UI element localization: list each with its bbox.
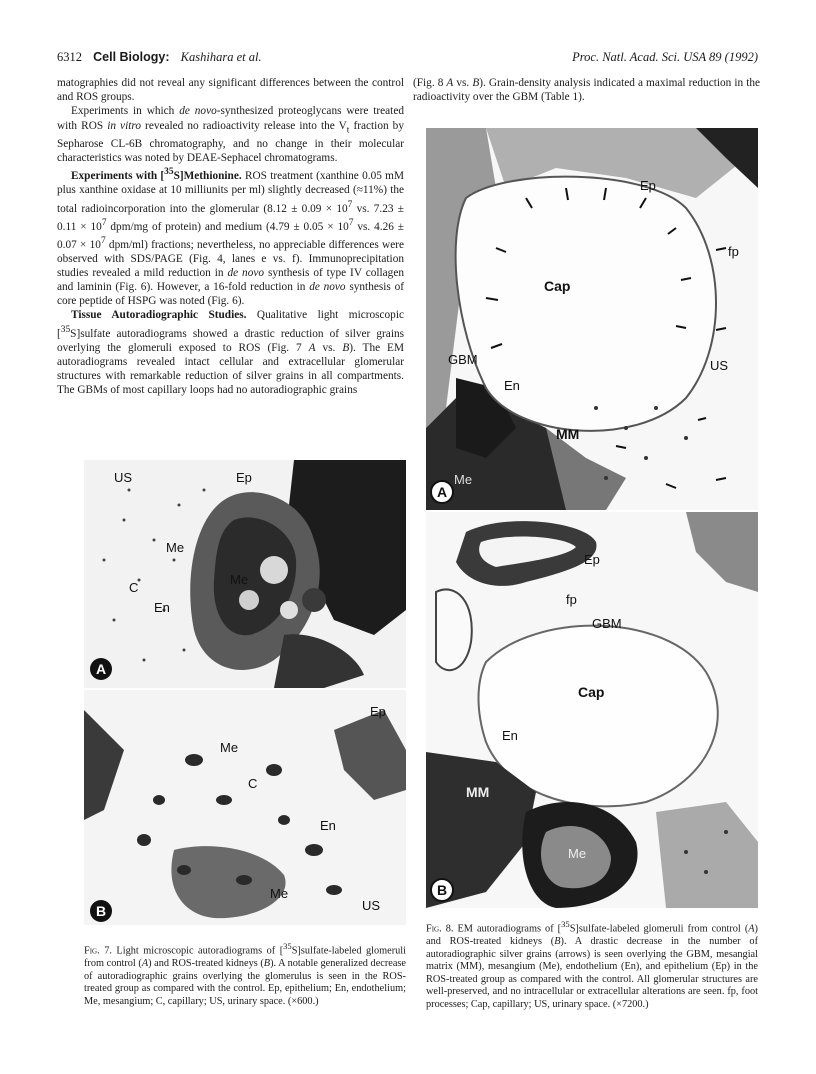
fig8a-label-fp: fp: [728, 244, 739, 259]
figure-8a-micrograph: [426, 128, 758, 510]
fig8a-label-gbm: GBM: [448, 352, 478, 367]
figure-8b-micrograph: [426, 512, 758, 908]
figure-7b-micrograph: [84, 690, 406, 925]
fig7b-label-us: US: [362, 898, 381, 913]
paragraph-1: matographies did not reveal any significant differences between the control and ROS groups.: [57, 77, 404, 104]
fig8a-label-mm: MM: [556, 426, 580, 442]
section-heading-autoradiographic: Tissue Autoradiographic Studies.: [71, 309, 247, 322]
fig7a-label-us: US: [114, 470, 133, 485]
fig7b-label-c: C: [248, 776, 258, 791]
figure-7-caption: Fig. 7. Light microscopic autoradiograms of [$^{35}$S]sulfate-labeled glomeruli from control (A) and ROS-treated kidneys (B). A notable generalized decrease of autoradiographic grains overlying the glomerulus is seen in the ROS-treated group as compared with the control. Ep, epithelium; En, endothelium; Me, mesangium; C, capillary; US, urinary space. (×600.): [84, 941, 407, 1007]
figure-8-panel-a: [426, 128, 758, 510]
fig7b-label-me: Me: [220, 740, 239, 755]
fig8b-label-ep: Ep: [584, 552, 600, 567]
fig8a-label-us: US: [710, 358, 729, 373]
fig7a-label-en: En: [154, 600, 170, 615]
running-header-left: [57, 50, 262, 65]
fig8b-label-gbm: GBM: [592, 616, 622, 631]
fig7a-label-c: C: [129, 580, 139, 595]
section-heading-methionine: Experiments with [$^{35}$S]Methionine.: [71, 167, 242, 183]
figure-8-caption: Fig. 8. EM autoradiograms of [$^{35}$S]sulfate-labeled glomeruli from control (A) and ROS-treated kidneys (B). A drastic decrease in the number of autoradiographic silver grains (arrows) is seen overlying the GBM, mesangial matrix (MM), mesangium (Me), endothelium (En), and epithelium (Ep) in the ROS-treated group as compared with the control. All glomerular structures are well-preserved, and no intracellular or extracellular alterations are seen. fp, foot processes; Cap, capillary; US, urinary space. (×7200.): [426, 919, 758, 1010]
fig7-panel-a-marker: A: [90, 658, 112, 680]
fig7b-label-en: En: [320, 818, 336, 833]
fig8a-label-en: En: [504, 378, 520, 393]
fig8a-label-ep: Ep: [640, 178, 656, 193]
fig8-panel-a-marker: A: [430, 480, 454, 504]
journal-section: Cell Biology:: [93, 50, 170, 64]
fig8b-label-en: En: [502, 728, 518, 743]
fig8b-label-mm: MM: [466, 784, 490, 800]
fig8b-label-fp: fp: [566, 592, 577, 607]
fig7a-label-ep: Ep: [236, 470, 252, 485]
authors: Kashihara et al.: [180, 50, 262, 64]
paragraph-3: Experiments with [$^{35}$S]Methionine. ROS treatment (xanthine 0.05 mM plus xanthine oxidase at 10 milliunits per ml) slightly decreased (≈11%) the total radioincorporation into the glomerular ($8.12 \pm 0.09 \times 10^7$ vs. $7.23 \pm 0.11 \times 10^7$ dpm/mg of protein) and medium ($4.79 \pm 0.05 \times 10^7$ vs. $4.26 \pm 0.07 \times 10^7$ dpm/ml) fractions; nevertheless, no appreciable differences were observed with SDS/PAGE (Fig. 4, lanes e vs. f). Immunoprecipitation studies revealed a mild reduction in de novo synthesis of type IV collagen and laminin (Fig. 6). However, a 16-fold reduction in de novo synthesis of core peptide of HSPG was noted (Fig. 6).: [57, 167, 405, 308]
fig7b-label-me2: Me: [270, 886, 289, 901]
left-column-text: [57, 76, 404, 397]
figure-7-panel-a: [84, 460, 406, 688]
figure-7-panel-b: [84, 690, 406, 925]
fig8a-label-cap: Cap: [544, 278, 571, 294]
fig7b-label-ep: Ep: [370, 704, 386, 719]
fig8b-label-cap: Cap: [578, 684, 605, 700]
fig7-panel-b-marker: B: [90, 900, 112, 922]
fig8b-label-me: Me: [568, 846, 587, 861]
paragraph-4: Tissue Autoradiographic Studies. Qualitative light microscopic [$^{35}$S]sulfate autoradiograms showed a drastic reduction of silver grains overlying the glomeruli exposed to ROS (Fig. 7 A vs. B). The EM autoradiograms revealed intact cellular and extracellular glomerular structures with remarkable reduction of silver grains in all compartments. The GBMs of most capillary loops had no autoradiographic grains: [57, 309, 404, 397]
fig7a-label-me2: Me: [230, 572, 249, 587]
fig7a-label-me1: Me: [166, 540, 185, 555]
fig8a-label-me: Me: [454, 472, 473, 487]
page-number: 6312: [57, 50, 82, 64]
right-column-text: (Fig. 8 A vs. B). Grain-density analysis indicated a maximal reduction in the radioactivity over the GBM (Table 1).: [413, 77, 760, 104]
paragraph-2: Experiments in which de novo-synthesized proteoglycans were treated with ROS in vitro revealed no radioactivity release into the $V_t$ fraction by Sepharose CL-6B chromatography, and no change in their molecular characteristics was noted by DEAE-Sephacel chromatograms.: [57, 105, 404, 165]
fig8-panel-b-marker: B: [430, 878, 454, 902]
journal-reference: Proc. Natl. Acad. Sci. USA 89 (1992): [572, 50, 758, 64]
figure-8-panel-b: [426, 512, 758, 908]
